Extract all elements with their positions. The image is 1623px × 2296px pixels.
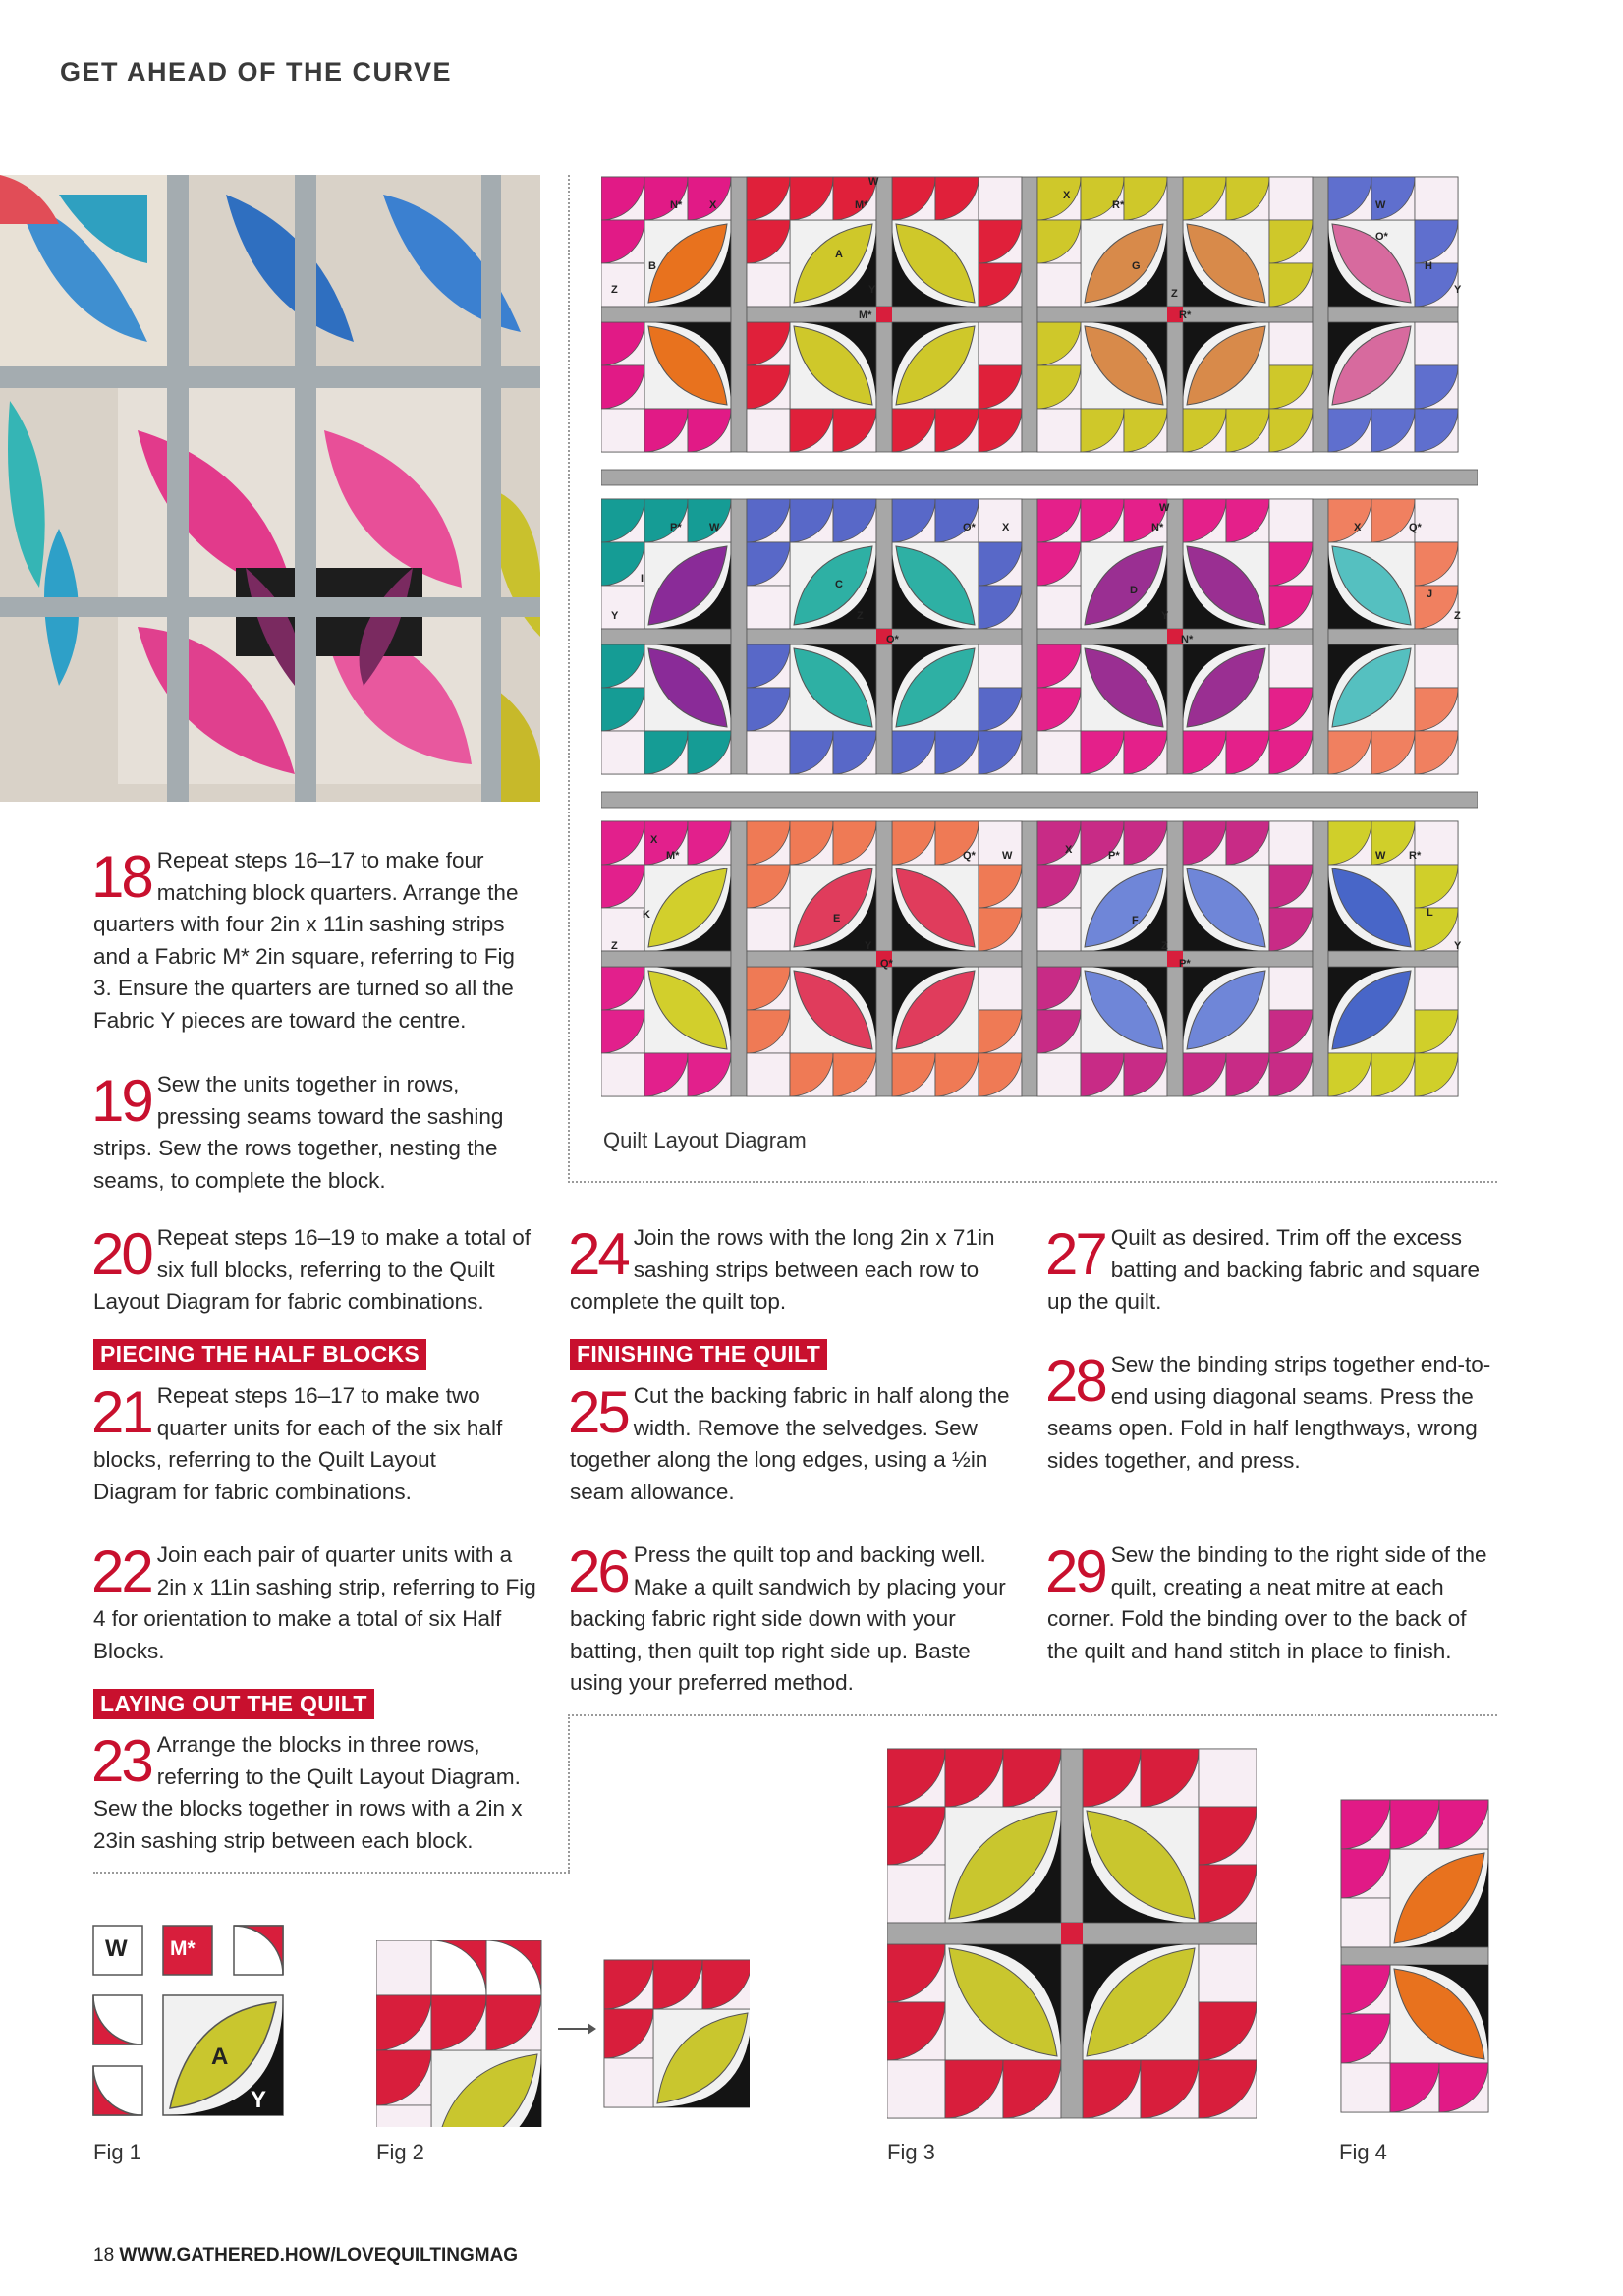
quarter-unit [1183,644,1313,774]
layout-fabric-label: O* [886,634,899,645]
quarter-unit [1328,499,1458,629]
quarter-unit [601,177,731,307]
small-cell [1037,586,1081,629]
small-cell [601,263,644,307]
layout-fabric-label: Z [857,610,864,622]
layout-fabric-label: Y [1454,940,1462,952]
small-cell [747,908,790,951]
fig1-label-w: W [105,1935,128,1962]
small-cell [1341,2063,1390,2112]
step-number: 19 [91,1068,151,1134]
running-header: GET AHEAD OF THE CURVE [60,57,453,86]
small-cell [1269,821,1313,865]
quarter-unit [601,499,731,629]
step-23-divider [93,1872,570,1874]
layout-fabric-label: Q* [963,850,976,862]
layout-fabric-label: P* [1108,850,1120,862]
quarter-unit [601,967,731,1096]
layout-fabric-label: E [833,913,841,924]
centre-square [1061,1923,1083,1944]
small-cell [601,731,644,774]
step-22 [93,1540,543,1667]
quarter-unit [747,644,876,774]
small-cell [1037,908,1081,951]
sashing-strip [731,177,747,452]
section-heading-finishing [570,1339,827,1370]
quarter-unit [1037,177,1167,307]
quarter-unit [1328,177,1458,307]
step-text: Cut the backing fabric in half along the width. Remove the selvedges. Sew together along the long edges, using a ½in seam allowance. [570,1383,1010,1504]
sashing-strip [1328,629,1458,644]
step-text: Sew the binding to the right side of the quilt, creating a neat mitre at each corner. Fold the binding over to the back of the quilt and hand stitch in place to finish. [1047,1542,1487,1663]
section-divider [568,1181,1497,1183]
small-cell [747,409,790,452]
layout-fabric-label: L [1427,907,1433,919]
step-number: 28 [1045,1348,1105,1414]
layout-fabric-label: X [709,199,717,211]
layout-fabric-label: X [1002,522,1010,533]
layout-fabric-label: M* [855,199,868,211]
step-24 [570,1222,1024,1318]
quarter-unit [747,821,876,951]
small-cell [979,322,1022,365]
layout-fabric-label: P* [1179,958,1191,970]
layout-fabric-label: B [648,260,656,272]
figure-3 [887,1747,1257,2120]
section-heading-text: FINISHING THE QUILT [570,1339,827,1370]
small-cell [1269,644,1313,688]
column-divider [568,175,570,1179]
small-cell [1415,967,1458,1010]
layout-fabric-label: R* [1409,850,1422,862]
layout-fabric-label: N* [1181,634,1194,645]
footer-url: WWW.GATHERED.HOW/LOVEQUILTINGMAG [119,2245,519,2266]
layout-diagram-caption: Quilt Layout Diagram [603,1128,807,1152]
section-heading-text: PIECING THE HALF BLOCKS [93,1339,426,1370]
fig2-cell [376,1940,431,1995]
layout-fabric-label: Y [868,284,876,296]
sashing-strip [601,307,731,322]
quarter-unit [1083,1749,1257,1923]
layout-fabric-label: D [1130,585,1138,596]
quarter-unit [887,1749,1061,1923]
step-27 [1047,1222,1499,1318]
small-cell [979,644,1022,688]
quarter-unit [892,322,1022,452]
small-cell [601,586,644,629]
small-cell [1415,644,1458,688]
small-cell [376,2105,431,2127]
quarter-unit [1037,322,1167,452]
layout-fabric-label: R* [1179,309,1192,321]
step-number: 29 [1045,1539,1105,1604]
small-cell [747,731,790,774]
sashing-strip [1313,499,1328,774]
layout-fabric-label: M* [859,309,872,321]
layout-fabric-label: Y [611,610,619,622]
step-29 [1047,1540,1499,1667]
figure-1 [91,1924,298,2130]
figures-divider [568,1714,1497,1716]
small-cell [979,499,1022,542]
step-18 [93,845,535,1036]
small-cell [1415,177,1458,220]
small-cell [1415,499,1458,542]
step-28 [1047,1349,1499,1477]
step-text: Repeat steps 16–17 to make two quarter units for each of the six half blocks, referring to the Quilt Layout Diagram for fabric combinations. [93,1383,503,1504]
small-cell [1037,1053,1081,1096]
layout-fabric-label: Q* [1409,522,1422,533]
sashing-strip [1313,821,1328,1096]
layout-fabric-label: X [1063,190,1071,201]
quarter-unit [1083,1944,1257,2118]
layout-fabric-label: F [1132,915,1139,926]
sashing-strip [1022,821,1037,1096]
small-cell [747,586,790,629]
small-cell [1269,967,1313,1010]
step-number: 23 [91,1728,151,1794]
fig1-label-a: A [211,2044,229,2070]
small-cell [601,1053,644,1096]
quarter-unit [1037,644,1167,774]
layout-fabric-label: Z [1161,940,1168,952]
small-cell [1037,731,1081,774]
sashing-strip [1022,177,1037,452]
small-cell [604,2058,653,2107]
sashing-strip [1022,499,1037,774]
layout-fabric-label: X [1065,844,1073,856]
quilt-photo [0,175,540,802]
small-cell [601,908,644,951]
layout-fabric-label: W [709,522,720,533]
small-cell [601,409,644,452]
quarter-unit [1183,499,1313,629]
small-cell [1341,1898,1390,1947]
layout-fabric-label: Y [1454,284,1462,296]
quilt-photo-image [0,175,540,802]
fig1-caption: Fig 1 [93,2140,141,2164]
quarter-unit [1328,967,1458,1096]
centre-square [876,307,892,322]
sashing-strip [1328,951,1458,967]
step-20 [93,1222,543,1318]
layout-fabric-label: Z [611,940,618,952]
section-heading-laying-out [93,1689,374,1719]
step-number: 26 [568,1539,628,1604]
sashing-strip [601,629,731,644]
quarter-unit [747,177,876,307]
small-cell [979,177,1022,220]
quarter-unit [1341,1965,1488,2112]
quilt-layout-diagram [601,175,1478,1101]
quarter-unit [892,644,1022,774]
step-19 [93,1069,535,1197]
layout-fabric-label: H [1425,260,1432,272]
step-25 [570,1380,1024,1508]
layout-fabric-label: Z [611,284,618,296]
layout-fabric-label: W [1375,850,1386,862]
layout-fabric-label: W [1159,502,1170,514]
layout-fabric-label: N* [670,199,683,211]
layout-fabric-label: Y [1161,610,1169,622]
small-cell [1415,322,1458,365]
fig4-graphic [1339,1798,1496,2122]
layout-fabric-label: J [1427,588,1433,600]
small-cell [1199,1749,1257,1807]
layout-fabric-label: W [1002,850,1013,862]
section-heading-half-blocks [93,1339,426,1370]
step-text: Arrange the blocks in three rows, referring to the Quilt Layout Diagram. Sew the blocks together in rows with a 2in x 23in sashing strip between each block. [93,1732,523,1853]
quarter-unit [376,1995,541,2127]
small-cell [887,1865,945,1923]
step-number: 22 [91,1539,151,1604]
layout-fabric-label: R* [1112,199,1125,211]
quarter-unit [1037,967,1167,1096]
layout-fabric-label: Z [1171,288,1178,300]
arrow-head [588,2023,596,2035]
step-number: 21 [91,1379,151,1445]
step-23 [93,1729,543,1857]
quarter-unit [1341,1800,1488,1947]
quarter-unit [1183,967,1313,1096]
small-cell [1269,322,1313,365]
layout-fabric-label: I [641,573,644,585]
layout-fabric-label: C [835,579,843,590]
fig3-graphic [887,1747,1257,2120]
layout-fabric-label: W [1375,199,1386,211]
small-cell [1269,177,1313,220]
fig2-graphic [376,1940,750,2127]
quarter-unit [1328,322,1458,452]
small-cell [1199,1944,1257,2002]
quarter-unit [1183,821,1313,951]
layout-fabric-label: P* [670,522,682,533]
quarter-unit [892,821,1022,951]
step-number: 18 [91,844,151,910]
small-cell [1037,409,1081,452]
step-text: Join the rows with the long 2in x 71in sashing strips between each row to complete the quilt top. [570,1225,995,1314]
step-number: 25 [568,1379,628,1445]
small-cell [1037,263,1081,307]
sashing-strip [731,821,747,1096]
quarter-unit [1037,821,1167,951]
page-footer [93,2245,518,2267]
layout-fabric-label: X [650,834,658,846]
step-text: Quilt as desired. Trim off the excess batting and backing fabric and square up the quilt. [1047,1225,1481,1314]
row-sashing-strip [601,470,1478,485]
layout-fabric-label: Q* [880,958,893,970]
sashing-strip [1328,307,1458,322]
layout-fabric-label: N* [1151,522,1164,533]
quarter-unit [604,1960,750,2107]
step-number: 20 [91,1221,151,1287]
small-cell [1415,821,1458,865]
fig2-caption: Fig 2 [376,2140,424,2164]
quarter-unit [601,322,731,452]
layout-fabric-label: O* [963,522,976,533]
quarter-unit [747,322,876,452]
fig4-caption: Fig 4 [1339,2140,1387,2164]
fig1-label-y: Y [251,2087,267,2113]
step-text: Sew the binding strips together end-to-end using diagonal seams. Press the seams open. Fold in half lengthways, wrong sides together, and press. [1047,1352,1491,1473]
small-cell [1269,499,1313,542]
step-number: 24 [568,1221,628,1287]
sashing-strip [1341,1947,1488,1965]
step-text: Press the quilt top and backing well. Make a quilt sandwich by placing your backing fabric right side down with your batting, then quilt top right side up. Baste using your preferred method. [570,1542,1006,1695]
quarter-unit [747,967,876,1096]
layout-fabric-label: M* [666,850,680,862]
sashing-strip [731,499,747,774]
sashing-strip [601,951,731,967]
step-number: 27 [1045,1221,1105,1287]
small-cell [887,2060,945,2118]
step-26 [570,1540,1024,1700]
layout-fabric-label: O* [1375,231,1388,243]
layout-fabric-label: A [835,249,843,260]
fig3-caption: Fig 3 [887,2140,935,2164]
fig1-label-m: M* [170,1937,196,1960]
quarter-unit [892,967,1022,1096]
layout-fabric-label: X [1354,522,1362,533]
quarter-unit [892,499,1022,629]
row-sashing-strip [601,792,1478,808]
quarter-unit [1183,322,1313,452]
quilt-layout-graphic [601,175,1478,1101]
section-heading-text: LAYING OUT THE QUILT [93,1689,374,1719]
step-text: Repeat steps 16–19 to make a total of six full blocks, referring to the Quilt Layout Diagram for fabric combinations. [93,1225,531,1314]
quarter-unit [1328,821,1458,951]
step-text: Repeat steps 16–17 to make four matching block quarters. Arrange the quarters with four 2in x 11in sashing strips and a Fabric M* 2in square, referring to Fig 3. Ensure the quarters are turned so all the Fabric Y pieces are toward the centre. [93,848,519,1033]
quarter-unit [1328,644,1458,774]
quarter-unit [601,644,731,774]
step-text: Join each pair of quarter units with a 2in x 11in sashing strip, referring to Fig 4 for orientation to make a total of six Half Blocks. [93,1542,536,1663]
figure-2 [376,1940,750,2127]
step-text: Sew the units together in rows, pressing seams toward the sashing strips. Sew the rows together, nesting the seams, to complete the block. [93,1072,504,1193]
small-cell [747,1053,790,1096]
quarter-unit [892,177,1022,307]
quarter-unit [887,1944,1061,2118]
layout-fabric-label: Z [1454,610,1461,622]
sashing-strip [1313,177,1328,452]
small-cell [979,821,1022,865]
page-number: 18 [93,2245,115,2266]
figures-vertical-divider [568,1714,570,1872]
step-21 [93,1380,526,1508]
figure-4 [1339,1798,1496,2122]
small-cell [747,263,790,307]
layout-fabric-label: W [868,176,879,188]
layout-fabric-label: G [1132,260,1141,272]
quarter-unit [1183,177,1313,307]
layout-fabric-label: K [643,909,650,921]
quarter-unit [1037,499,1167,629]
quarter-unit [601,821,731,951]
layout-fabric-label: Y [865,940,872,952]
small-cell [979,967,1022,1010]
